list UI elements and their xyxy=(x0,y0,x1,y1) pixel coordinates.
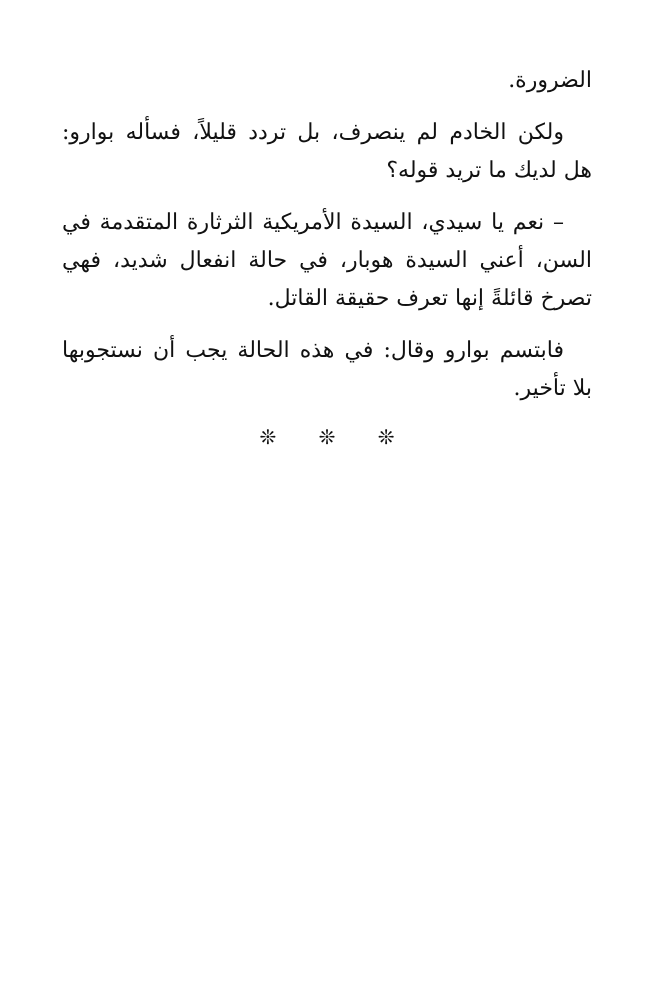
paragraph-servant-reply: – نعم يا سيدي، السيدة الأمريكية الثرثارة المتقدمة في السن، أعني السيدة هوبار، في حالة انفعال شديد، فهي تصرخ قائلةً إنها تعرف حقيقة القاتل. xyxy=(62,210,592,311)
paragraph-poirot-smiles: فابتسم بوارو وقال: في هذه الحالة يجب أن نستجوبها بلا تأخير. xyxy=(62,338,592,401)
paragraph-continuation: الضرورة. xyxy=(508,68,592,93)
book-page xyxy=(62,62,592,452)
paragraph-servant-hesitates: ولكن الخادم لم ينصرف، بل تردد قليلاً، فسأله بوارو: هل لديك ما تريد قوله؟ xyxy=(62,120,592,183)
section-break-ornament: ❊ ❊ ❊ xyxy=(259,425,413,449)
